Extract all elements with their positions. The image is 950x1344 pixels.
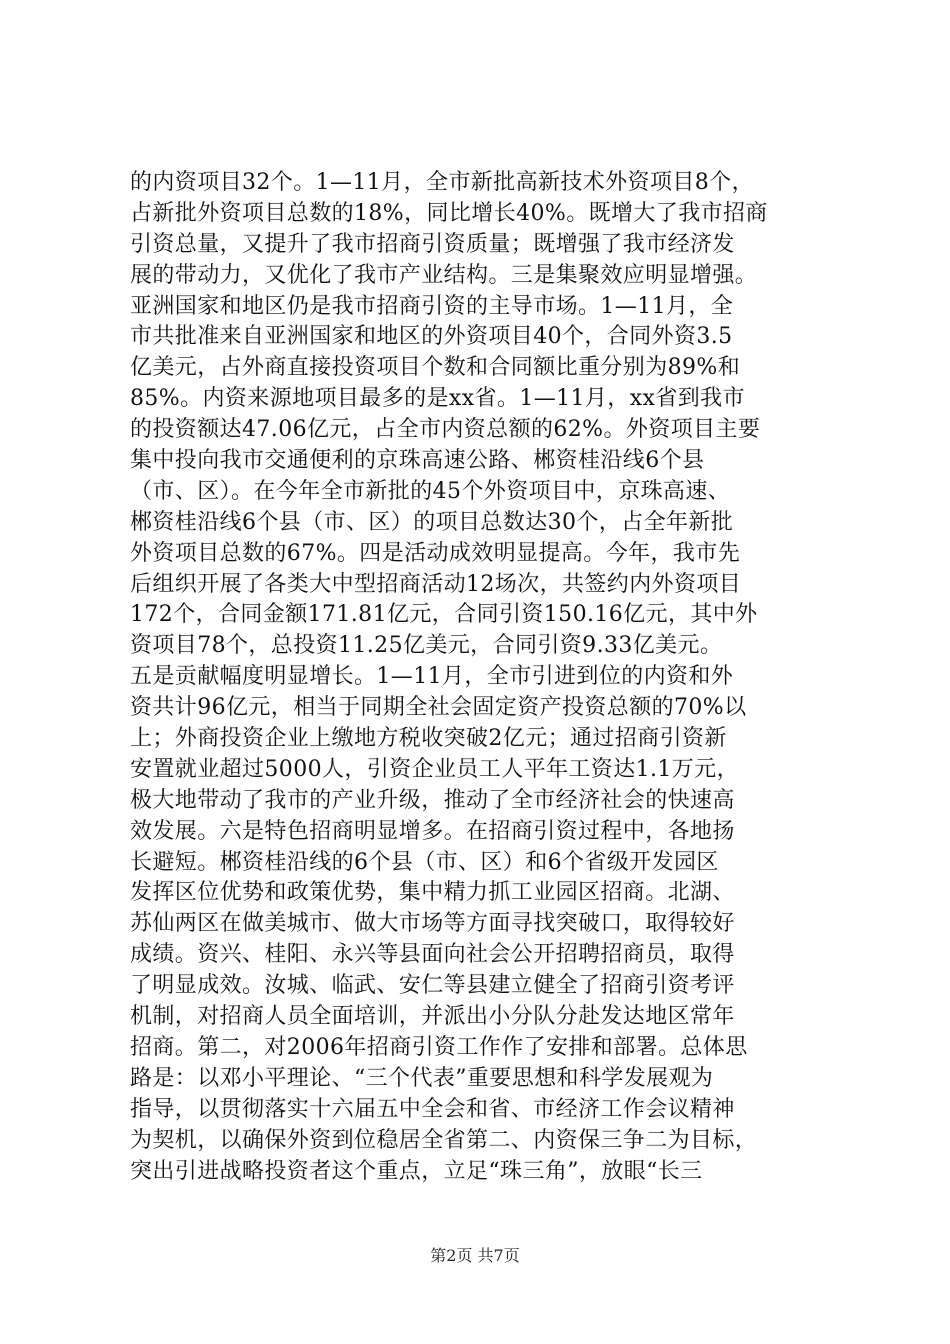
text-line: 上；外商投资企业上缴地方税收突破2亿元；通过招商引资新 xyxy=(130,726,727,752)
text-line: 85%。内资来源地项目最多的是xx省。1—11月，xx省到我市 xyxy=(130,386,745,412)
text-line: （市、区）。在今年全市新批的45个外资项目中，京珠高速、 xyxy=(130,478,731,504)
text-line: 为契机，以确保外资到位稳居全省第二、内资保三争二为目标， xyxy=(130,1127,758,1153)
text-line: 极大地带动了我市的产业升级，推动了全市经济社会的快速高 xyxy=(130,787,735,813)
text-line: 展的带动力，又优化了我市产业结构。三是集聚效应明显增强。 xyxy=(130,262,758,288)
text-line: 突出引进战略投资者这个重点，立足“珠三角”，放眼“长三 xyxy=(130,1158,703,1184)
page-footer: 第2页 共7页 xyxy=(430,1246,520,1265)
text-line: 五是贡献幅度明显增长。1—11月，全市引进到位的内资和外 xyxy=(130,664,734,690)
text-line: 路是：以邓小平理论、“三个代表”重要思想和科学发展观为 xyxy=(130,1065,714,1091)
text-line: 的内资项目32个。1—11月，全市新批高新技术外资项目8个， xyxy=(130,170,754,195)
body-text xyxy=(130,168,855,1187)
text-line: 机制，对招商人员全面培训，并派出小分队分赴发达地区常年 xyxy=(130,1004,735,1030)
text-line: 引资总量，又提升了我市招商引资质量；既增强了我市经济发 xyxy=(130,231,735,257)
text-line: 集中投向我市交通便利的京珠高速公路、郴资桂沿线6个县 xyxy=(130,448,705,474)
text-line: 安置就业超过5000人，引资企业员工人平年工资达1.1万元， xyxy=(130,756,739,782)
text-line: 指导，以贯彻落实十六届五中全会和省、市经济工作会议精神 xyxy=(130,1096,735,1122)
text-line: 亿美元，占外商直接投资项目个数和合同额比重分别为89%和 xyxy=(130,355,741,381)
text-line: 的投资额达47.06亿元，占全市内资总额的62%。外资项目主要 xyxy=(130,417,761,443)
text-line: 172个，合同金额171.81亿元，合同引资150.16亿元，其中外 xyxy=(130,602,758,628)
text-line: 郴资桂沿线6个县（市、区）的项目总数达30个，占全年新批 xyxy=(130,509,734,535)
text-line: 市共批准来自亚洲国家和地区的外资项目40个，合同外资3.5 xyxy=(130,324,733,350)
text-line: 成绩。资兴、桂阳、永兴等县面向社会公开招聘招商员，取得 xyxy=(130,942,735,968)
text-line: 外资项目总数的67%。四是活动成效明显提高。今年，我市先 xyxy=(130,540,741,566)
text-line: 了明显成效。汝城、临武、安仁等县建立健全了招商引资考评 xyxy=(130,973,735,999)
text-line: 资项目78个，总投资11.25亿美元，合同引资9.33亿美元。 xyxy=(130,633,723,659)
text-line: 招商。第二，对2006年招商引资工作作了安排和部署。总体思 xyxy=(130,1034,748,1060)
text-line: 亚洲国家和地区仍是我市招商引资的主导市场。1—11月，全 xyxy=(130,293,734,319)
text-line: 发挥区位优势和政策优势，集中精力抓工业园区招商。北湖、 xyxy=(130,880,735,906)
text-line: 后组织开展了各类大中型招商活动12场次，共签约内外资项目 xyxy=(130,571,742,597)
text-line: 苏仙两区在做美城市、做大市场等方面寻找突破口，取得较好 xyxy=(130,911,735,937)
text-line: 效发展。六是特色招商明显增多。在招商引资过程中，各地扬 xyxy=(130,818,735,844)
text-line: 占新批外资项目总数的18%，同比增长40%。既增大了我市招商 xyxy=(130,200,768,226)
text-line: 长避短。郴资桂沿线的6个县（市、区）和6个省级开发园区 xyxy=(130,849,719,875)
text-line: 资共计96亿元，相当于同期全社会固定资产投资总额的70%以 xyxy=(130,695,747,721)
